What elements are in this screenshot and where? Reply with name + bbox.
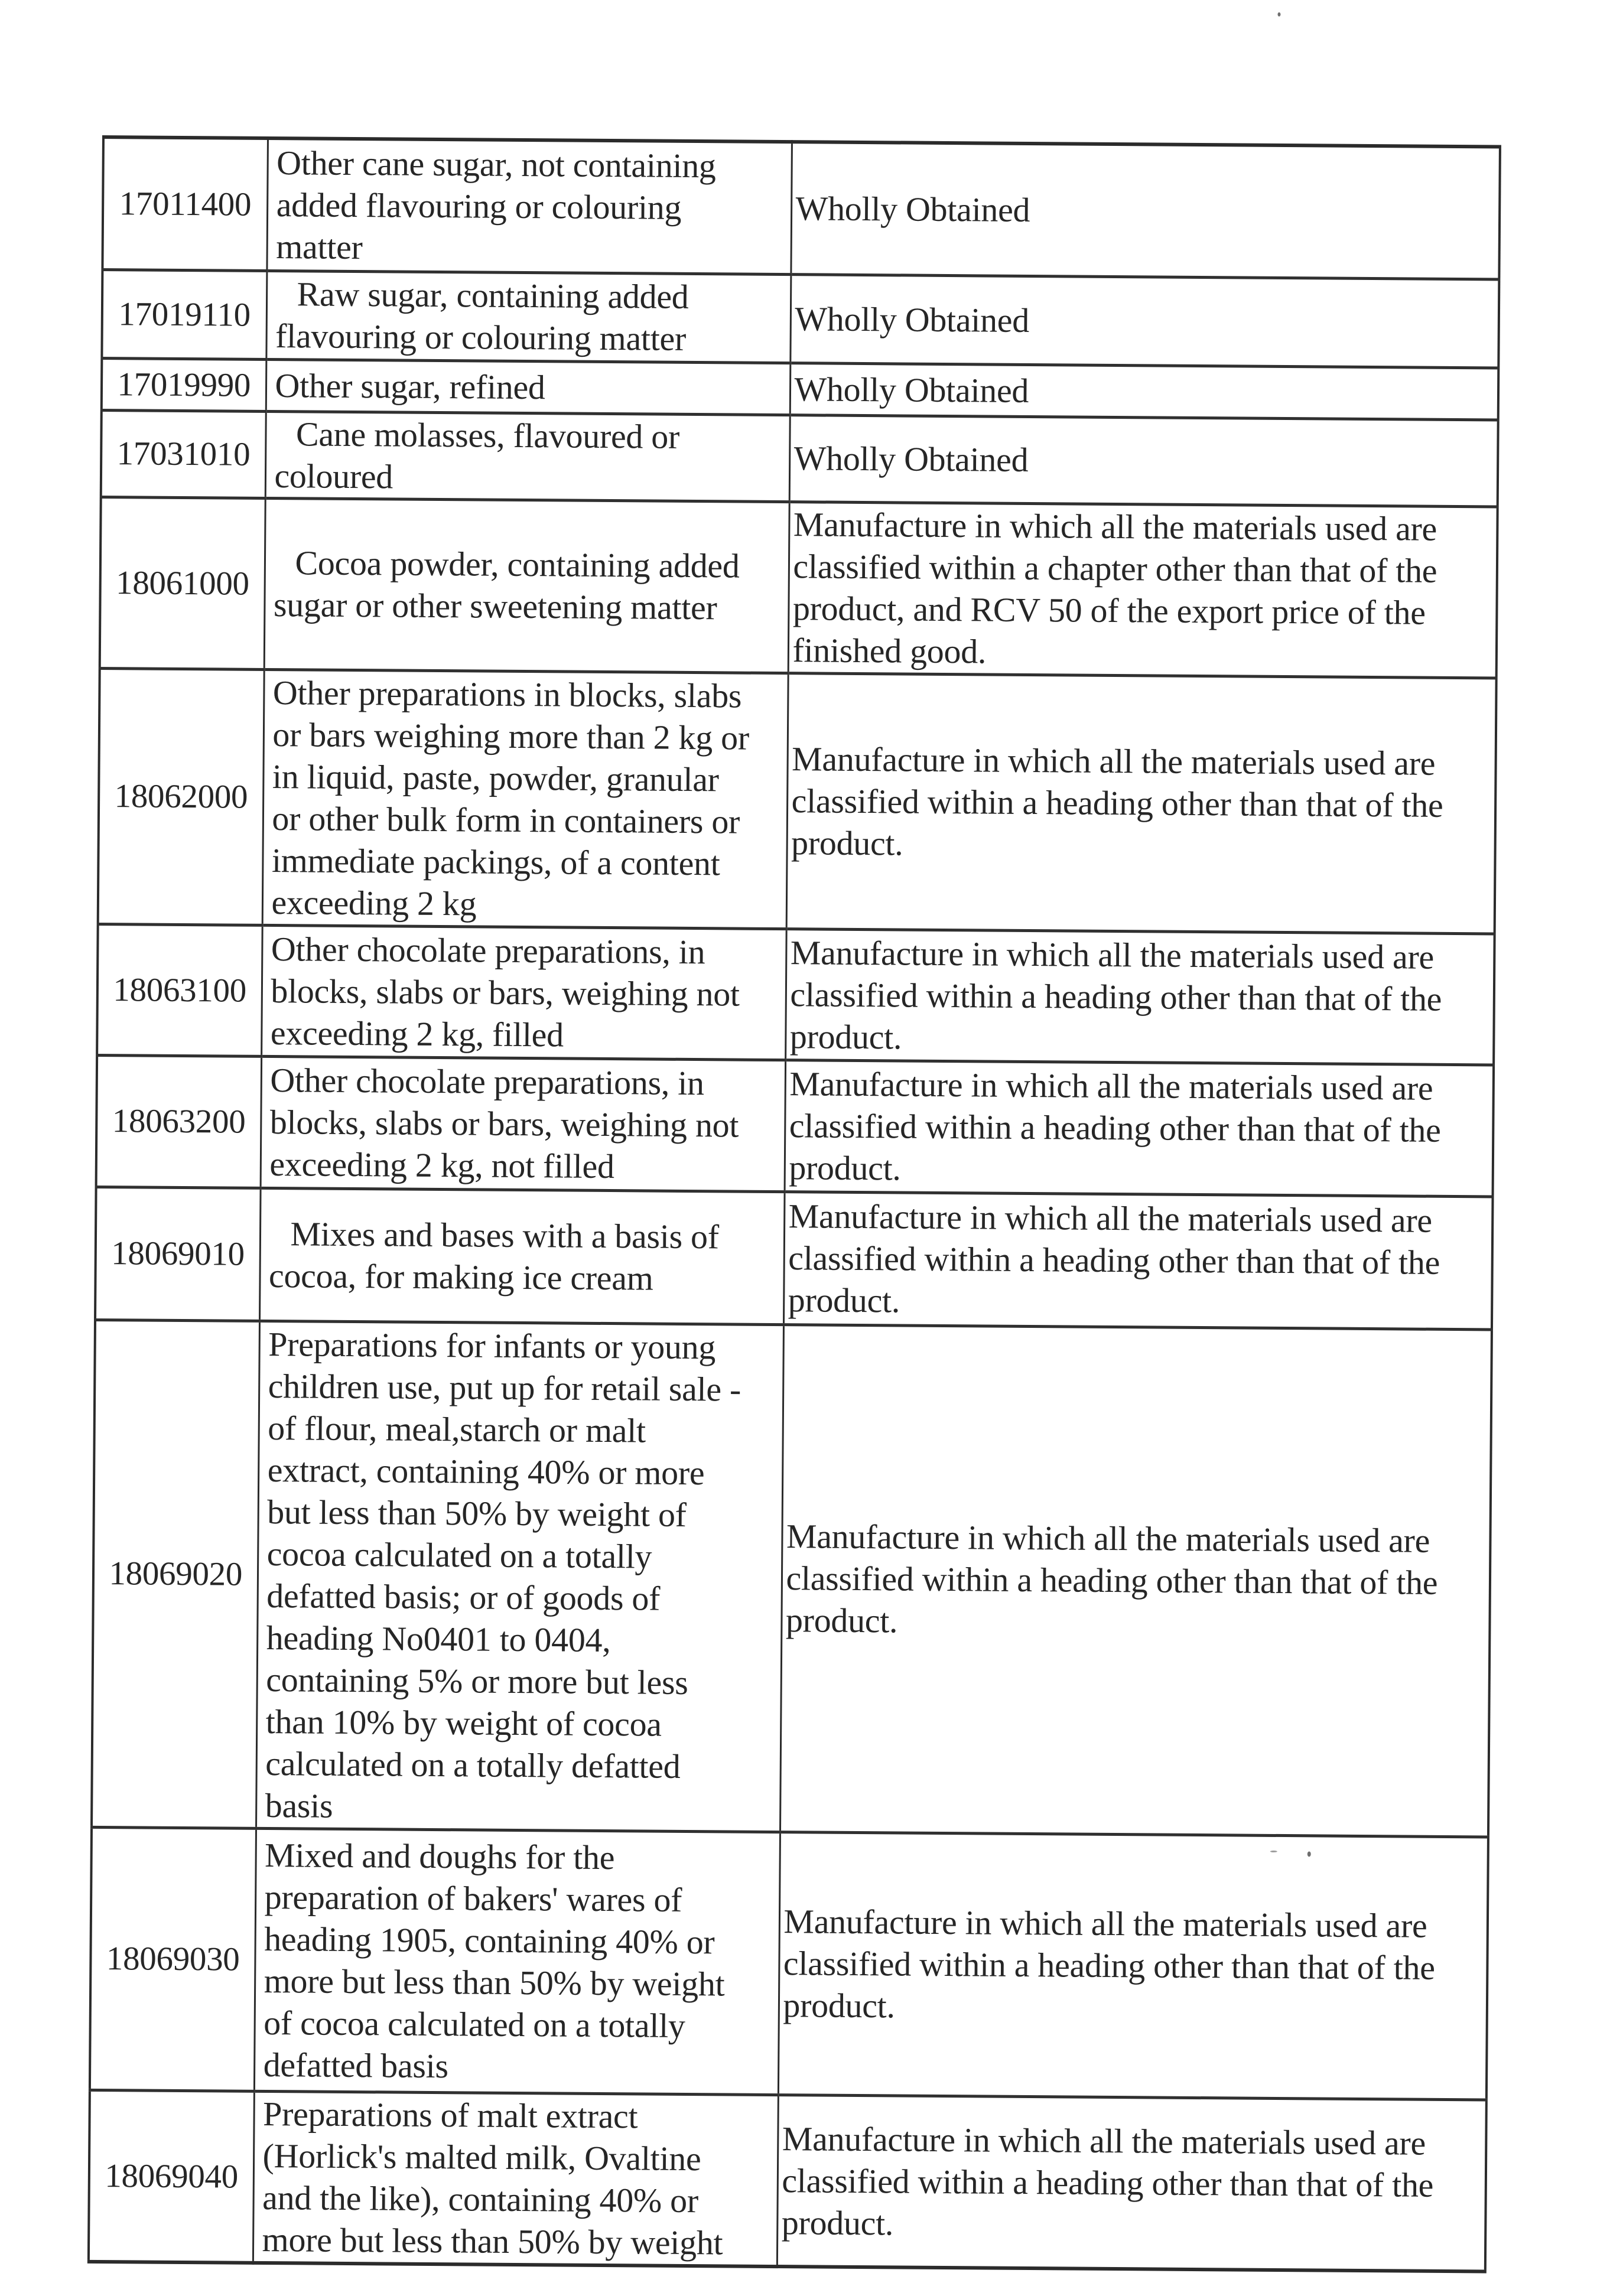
description-cell	[261, 1056, 786, 1191]
description-line: Other cane sugar, not containing	[276, 143, 716, 185]
origin-rule-cell	[783, 1191, 1493, 1329]
description-line: cocoa, for making ice cream	[268, 1256, 653, 1298]
origin-rule-cell	[791, 142, 1500, 279]
description-cell	[266, 359, 791, 415]
description-line: and the like), containing 40% or	[262, 2178, 699, 2220]
description-line: (Horlick's malted milk, Ovaltine	[262, 2137, 701, 2178]
origin-rule-line: Wholly Obtained	[794, 369, 1029, 410]
table-body	[89, 137, 1500, 2271]
origin-rule-line: Manufacture in which all the materials used are	[793, 505, 1437, 548]
scan-speck	[1277, 12, 1280, 17]
description-line: containing 5% or more but less	[266, 1660, 688, 1702]
origin-rule-line: product.	[788, 1281, 900, 1320]
origin-rule-line: classified within a heading other than that of the	[783, 1944, 1435, 1987]
table-row	[102, 269, 1499, 368]
table-row	[92, 1320, 1492, 1836]
origin-rule-cell	[790, 363, 1499, 419]
hs-code: 18069040	[105, 2157, 239, 2196]
table-row	[95, 1187, 1493, 1329]
description-line: Preparations for infants or young	[268, 1324, 716, 1366]
hs-code: 18063200	[112, 1102, 246, 1141]
origin-rule-cell	[789, 415, 1498, 506]
description-line: added flavouring or colouring	[276, 185, 682, 227]
description-cell	[262, 669, 788, 929]
description-cell	[265, 411, 790, 501]
origin-rule-line: product.	[781, 2203, 894, 2243]
description-cell	[266, 138, 792, 274]
table-row	[89, 2090, 1487, 2271]
table-row	[96, 1055, 1494, 1196]
description-line: immediate packings, of a content	[271, 841, 720, 882]
hs-code-cell	[102, 137, 268, 271]
description-line: sugar or other sweetening matter	[273, 585, 717, 627]
description-line: flavouring or colouring matter	[275, 317, 687, 358]
description-line: Other preparations in blocks, slabs	[272, 673, 742, 715]
table-row	[102, 137, 1500, 279]
table-row	[100, 497, 1498, 678]
description-line: exceeding 2 kg, not filled	[269, 1145, 614, 1186]
hs-code: 17011400	[119, 184, 252, 223]
description-line: exceeding 2 kg	[271, 882, 477, 923]
description-cell	[264, 498, 789, 673]
rules-of-origin-table	[87, 135, 1501, 2273]
origin-rule-line: product.	[791, 823, 903, 863]
origin-rule-cell	[777, 2095, 1487, 2271]
hs-code-cell	[100, 497, 265, 669]
origin-rule-line: classified within a heading other than that of the	[791, 781, 1443, 825]
origin-rule-line: classified within a heading other than that of the	[790, 975, 1442, 1018]
origin-rule-line: product.	[785, 1601, 898, 1640]
origin-rule-line: product.	[789, 1148, 901, 1188]
description-line: blocks, slabs or bars, weighing not	[271, 971, 740, 1014]
hs-code: 17019110	[118, 295, 251, 334]
hs-code-cell	[89, 2090, 254, 2263]
origin-rule-line: classified within a heading other than that of the	[782, 2161, 1434, 2204]
description-line: Mixed and doughs for the	[264, 1835, 615, 1877]
origin-rule-cell	[790, 274, 1499, 367]
hs-code: 18069030	[106, 1940, 240, 1978]
description-line: calculated on a totally defatted	[265, 1744, 681, 1786]
hs-code-cell	[92, 1320, 259, 1828]
origin-rule-line: Manufacture in which all the materials used are	[791, 740, 1436, 783]
origin-rule-cell	[785, 929, 1495, 1064]
hs-code: 18062000	[114, 777, 248, 816]
origin-rule-line: classified within a heading other than that of the	[788, 1239, 1440, 1282]
description-cell	[253, 2091, 778, 2266]
origin-rule-cell	[788, 501, 1498, 678]
origin-rule-line: product, and RCV 50 of the export price of the	[792, 589, 1426, 632]
hs-code: 18069010	[111, 1235, 245, 1273]
hs-code-cell	[102, 269, 266, 359]
origin-rule-cell	[778, 1832, 1488, 2099]
origin-rule-line: Manufacture in which all the materials used are	[782, 2119, 1426, 2163]
table-row	[90, 1827, 1488, 2099]
description-line: preparation of bakers' wares of	[264, 1877, 682, 1919]
origin-rule-line: classified within a heading other than that of the	[789, 1106, 1441, 1149]
hs-code-cell	[101, 410, 266, 498]
description-line: heading No0401 to 0404,	[266, 1618, 611, 1659]
description-line: cocoa calculated on a totally	[266, 1534, 652, 1576]
hs-code: 17031010	[116, 435, 251, 473]
hs-code-cell	[90, 1827, 256, 2091]
hs-code: 18061000	[115, 564, 249, 603]
origin-rule-line: Manufacture in which all the materials used are	[788, 1197, 1433, 1240]
scan-speck	[1307, 1851, 1311, 1857]
hs-code-cell	[96, 1055, 262, 1188]
hs-code-cell	[97, 924, 262, 1056]
description-line: Preparations of malt extract	[262, 2095, 638, 2136]
description-line: exceeding 2 kg, filled	[270, 1013, 564, 1054]
description-line: Other chocolate preparations, in	[271, 929, 705, 971]
description-line: defatted basis; or of goods of	[266, 1576, 661, 1618]
origin-rule-line: product.	[783, 1986, 895, 2025]
origin-rule-cell	[780, 1324, 1492, 1836]
description-line: extract, containing 40% or more	[267, 1450, 705, 1492]
description-cell	[256, 1321, 783, 1832]
description-line: in liquid, paste, powder, granular	[272, 757, 719, 799]
origin-rule-cell	[786, 673, 1497, 933]
origin-rule-line: Wholly Obtained	[793, 439, 1029, 479]
description-line: more but less than 50% by weight	[264, 1961, 725, 2003]
origin-rule-line: Manufacture in which all the materials used are	[790, 933, 1435, 976]
description-cell	[254, 1828, 780, 2095]
origin-rule-line: classified within a heading other than that of the	[786, 1559, 1438, 1602]
description-cell	[261, 925, 786, 1060]
description-line: defatted basis	[263, 2045, 449, 2085]
description-line: Cocoa powder, containing added	[295, 543, 740, 585]
origin-rule-line: finished good.	[792, 631, 987, 671]
description-line: coloured	[274, 456, 393, 496]
origin-rule-line: product.	[789, 1017, 902, 1056]
description-line: Mixes and bases with a basis of	[290, 1214, 720, 1256]
description-line: Other chocolate preparations, in	[270, 1061, 705, 1103]
origin-rule-line: Manufacture in which all the materials used are	[786, 1517, 1430, 1560]
hs-code-cell	[102, 358, 266, 411]
description-line: Cane molasses, flavoured or	[295, 414, 680, 456]
hs-code-cell	[98, 668, 264, 925]
table-row	[98, 668, 1497, 933]
description-line: than 10% by weight of cocoa	[265, 1702, 662, 1744]
hs-code: 17019990	[117, 365, 251, 404]
origin-rule-line: Wholly Obtained	[795, 299, 1030, 340]
origin-rule-line: Wholly Obtained	[795, 188, 1030, 229]
description-line: matter	[275, 227, 363, 266]
origin-rule-line: classified within a chapter other than that of the	[793, 547, 1437, 590]
table-row	[101, 410, 1498, 507]
description-line: or bars weighing more than 2 kg or	[272, 715, 750, 757]
table-row	[102, 358, 1499, 420]
description-cell	[259, 1188, 785, 1324]
description-line: of cocoa calculated on a totally	[263, 2003, 685, 2045]
hs-code: 18069020	[109, 1555, 243, 1593]
description-line: Other sugar, refined	[275, 366, 545, 406]
hs-code-cell	[95, 1187, 261, 1321]
scan-speck	[1270, 1851, 1277, 1852]
description-cell	[266, 271, 791, 363]
description-line: of flour, meal,starch or malt	[268, 1408, 646, 1450]
origin-rule-line: Manufacture in which all the materials used are	[783, 1902, 1427, 1945]
origin-rule-line: Manufacture in which all the materials used are	[789, 1064, 1433, 1108]
description-line: blocks, slabs or bars, weighing not	[269, 1103, 739, 1145]
table-row	[97, 924, 1494, 1064]
description-line: but less than 50% by weight of	[267, 1492, 687, 1534]
description-line: heading 1905, containing 40% or	[264, 1919, 715, 1961]
hs-code: 18063100	[113, 970, 247, 1009]
description-line: Raw sugar, containing added	[297, 275, 689, 316]
description-line: basis	[265, 1786, 333, 1825]
description-line: children use, put up for retail sale -	[268, 1366, 741, 1409]
description-line: or other bulk form in containers or	[272, 799, 740, 841]
description-line: more but less than 50% by weight	[262, 2220, 723, 2262]
origin-rule-cell	[785, 1060, 1494, 1196]
